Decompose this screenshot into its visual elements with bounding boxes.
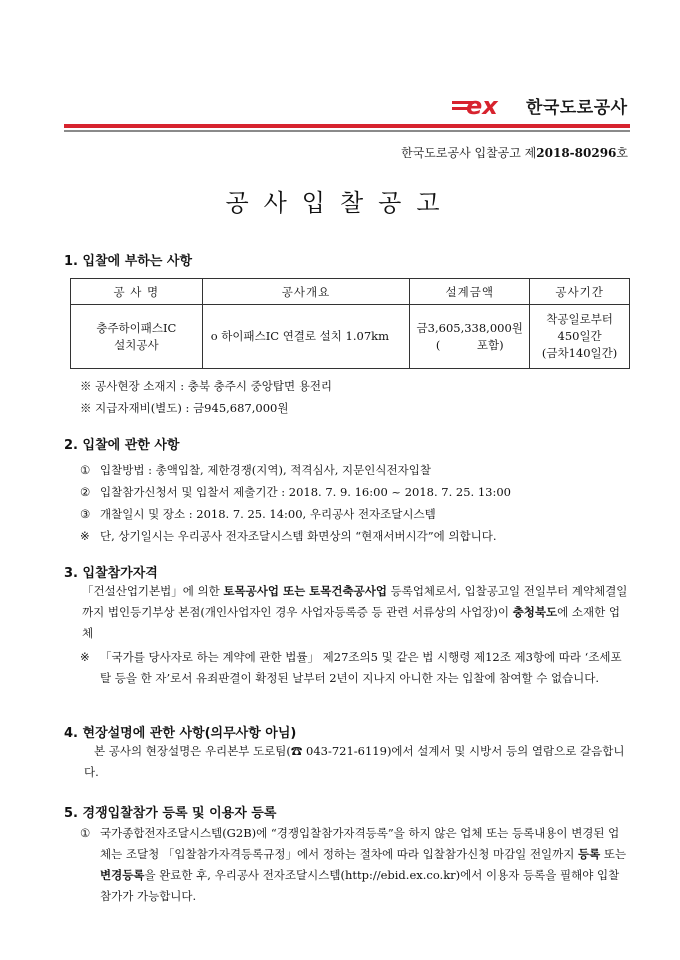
table-header-row (71, 279, 630, 305)
site-briefing-paragraph: 본 공사의 현장설명은 우리본부 도로팀(☎ 043-721-6119)에서 설계서 및 시방서 등의 열람으로 갈음합니다. (84, 744, 625, 779)
header-rule-red (64, 124, 630, 128)
note-material-cost: ※ 지급자재비(별도) : 금945,687,000원 (80, 401, 289, 415)
note-site-location: ※ 공사현장 소재지 : 충북 충주시 중앙탑면 용전리 (80, 379, 333, 393)
header-amount: 설계금액 (410, 279, 530, 305)
document-number: 한국도로공사 입찰공고 제2018-80296호 (401, 146, 628, 160)
korea-expressway-logo (452, 90, 642, 120)
section2-title: 2. 입찰에 관한 사항 (64, 438, 180, 453)
eligibility-paragraph: 「건설산업기본법」에 의한 토목공사업 또는 토목건축공사업 등록업체로서, 입찰공고일 전일부터 계약체결일까지 법인등기부상 본점(개인사업자인 경우 사업자등록증 등 관련 서류상의 사업장)이 충청북도에 소재한 업체 (82, 584, 628, 640)
bid-method-item: ① 입찰방법 : 총액입찰, 제한경쟁(지역), 적격심사, 지문인식전자입찰 (80, 463, 431, 477)
header-project-name: 공 사 명 (71, 279, 203, 305)
ex-logo-icon (452, 92, 522, 118)
page-title: 공사입찰공고 (225, 189, 455, 217)
server-time-note: ※ 단, 상기일시는 우리공사 전자조달시스템 화면상의 “현재서버시각”에 의합니다. (80, 529, 497, 543)
cell-amount: 금3,605,338,000원 ( 포함) (410, 305, 530, 369)
svg-text:ex: ex (466, 92, 498, 118)
section5-title: 5. 경쟁입찰참가 등록 및 이용자 등록 (64, 806, 277, 821)
header-period: 공사기간 (530, 279, 630, 305)
table-row (71, 305, 630, 369)
header-rule-gray (64, 130, 630, 132)
section3-title: 3. 입찰참가자격 (64, 566, 158, 581)
bid-table (70, 278, 630, 369)
cell-overview: o 하이패스IC 연결로 설치 1.07km (202, 305, 410, 369)
header-overview: 공사개요 (202, 279, 410, 305)
section1-title: 1. 입찰에 부하는 사항 (64, 254, 193, 269)
cell-project-name: 충주하이패스IC 설치공사 (71, 305, 203, 369)
section4-title: 4. 현장설명에 관한 사항(의무사항 아님) (64, 726, 297, 741)
opening-datetime-item: ③ 개찰일시 및 장소 : 2018. 7. 25. 14:00, 우리공사 전자조달시스템 (80, 507, 436, 521)
org-name: 한국도로공사 (526, 97, 628, 118)
submission-period-item: ② 입찰참가신청서 및 입찰서 제출기간 : 2018. 7. 9. 16:00 ~ 2018. 7. 25. 13:00 (80, 485, 511, 499)
cell-period: 착공일로부터 450일간 (금차140일간) (530, 305, 630, 369)
registration-paragraph: ① 국가종합전자조달시스템(G2B)에 “경쟁입찰참가자격등록”을 하지 않은 업체 또는 등록내용이 변경된 업체는 조달청 「입찰참가자격등록규정」에서 정하는 절차에 따라 입찰참가신청 마감일 전일까지 등록 또는 변경등록을 완료한 후, 우리공사 전자조달시스템(http://ebid.ex.co.kr)에서 이용자 등록을 필해야 입찰참가가 가능합니다. (80, 826, 627, 903)
tax-evasion-note: ※ 「국가를 당사자로 하는 계약에 관한 법률」 제27조의5 및 같은 법 시행령 제12조 제3항에 따라 ‘조세포탈 등을 한 자’로서 유죄판결이 확정된 날부터 2년이 지나지 아니한 자는 입찰에 참여할 수 없습니다. (80, 650, 622, 685)
